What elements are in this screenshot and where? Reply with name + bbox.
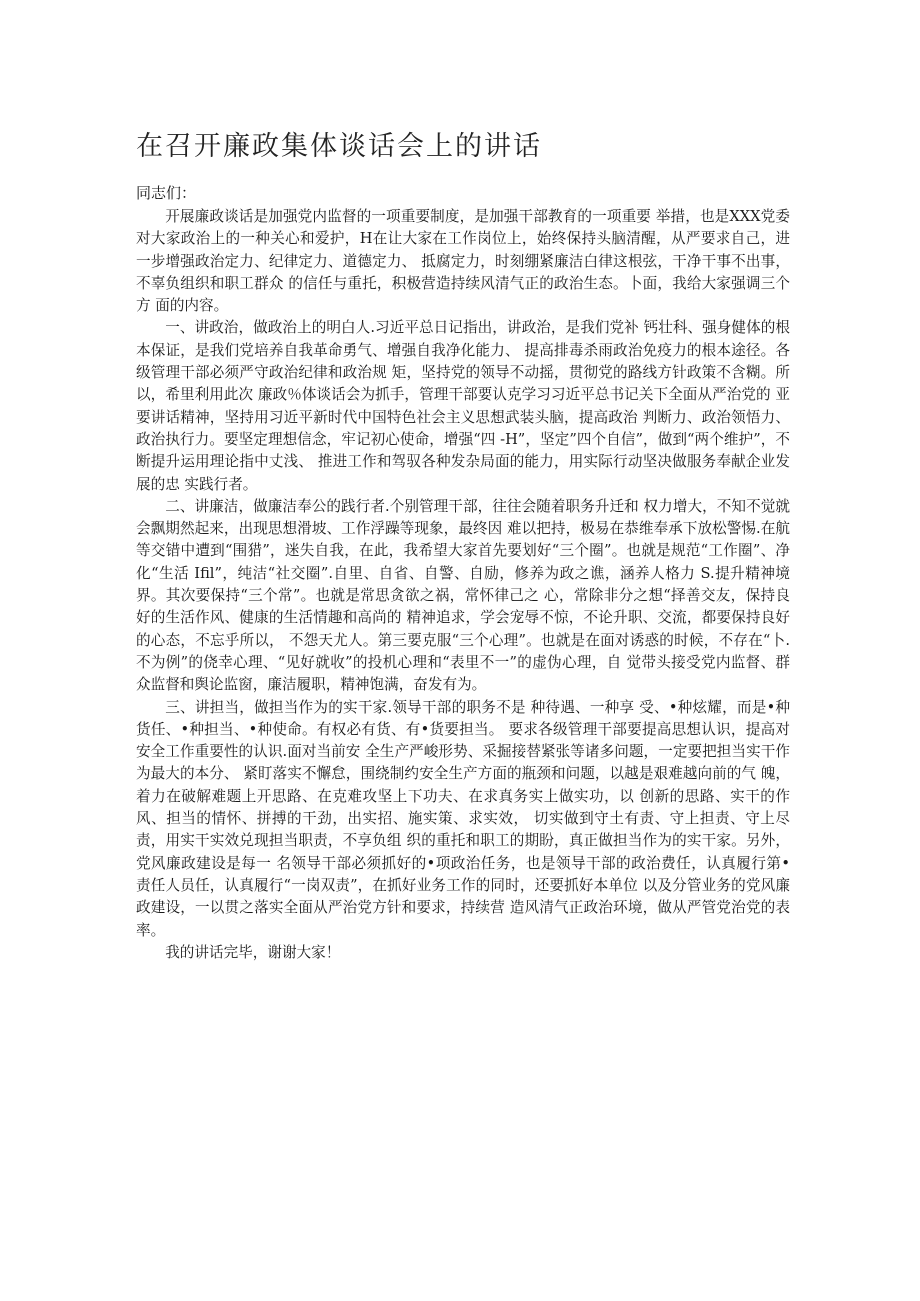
paragraph-closing: 我的讲话完毕，谢谢大家！	[165, 943, 341, 961]
paragraph-responsibility: 三、讲担当，做担当作为的实干家.领导干部的职务不是 种待遇、一种享 受、•种炫耀，而是•种货任、•种担当、•种使命。有权必有货、有•货要担当。 要求各级管理干部要提高思想认识，提高对安全工作重要性的认识.面对当前安 全生产严峻形势、采掘接替紧张等诸多问题，一定要把担当实干作为最大的本分、 紧盯落实不懈怠，围绕制约安全生产方面的瓶颈和问题，以越是艰难越向前的气 魄，着力在破解难题上开思路、在克难攻坚上下功夫、在求真务实上做实功，以 创新的思路、实干的作风、担当的情怀、拼搏的干劲，出实招、施实策、求实效， 切实做到守土有责、守上担责、守上尽责，用实干实效兑现担当职责，不享负组 织的重托和职工的期盼，真正做担当作为的实干家。另外，党风廉政建设是每一 名领导干部必须抓好的•项政治任务，也是领导干部的政治费任，认真履行第• 责任人员任，认真履行“一岗双责”，在抓好业务工作的同时，还要抓好本单位 以及分管业务的党风廉政建设，一以贯之落实全面从严治党方针和要求，持续营 造风清气正政治环境，做从严管党治党的表率。	[136, 698, 790, 939]
paragraph-intro: 开展廉政谈话是加强党内监督的一项重要制度，是加强干部教育的一项重要 举措，也是XXX党委对大家政治上的一种关心和爱护，H在让大家在工作岗位上，始终保持头脑清醒，从严要求自己，进一步增强政治定力、纪律定力、道德定力、 抵腐定力，时刻绷紧廉洁白律这根弦，干净干事不出事，不辜负组织和职工群众 的信任与重托，积极营造持续风清气正的政治生态。卜面，我给大家强调三个方 面的内容。	[136, 208, 790, 315]
speech-body	[136, 206, 790, 964]
paragraph-politics: 一、讲政治，做政治上的明白人.习近平总日记指出，讲政治，是我们党补 钙壮科、强身健体的根本保证，是我们党培养自我革命勇气、增强自我净化能力、 提高排毒杀雨政治免疫力的根本途径。各级管理干部必须严守政治纪律和政治规 矩，坚持党的领导不动摇，贯彻党的路线方针政策不含糊。所以，希里利用此次 廉政％体谈话会为抓手，管理干部要认克学习习近平总书记关下全面从严治党的 亚要讲话精神，坚持用习近平新时代中国特色社会主义思想武装头脑，提高政治 判断力、政治领悟力、政治执行力。要坚定理想信念，牢记初心使命，增强“四 -H”，坚定”四个自信”，做到“两个维护”，不断提升运用理论指中丈浅、 推进工作和驾驭各种发杂局面的能力，用实际行动坚决做服务奉献企业发展的忠 实践行者。	[136, 319, 790, 493]
paragraph-integrity: 二、讲廉洁，做廉洁奉公的践行者.个别管理干部，往往会随着职务升迁和 权力增大，不知不觉就会飘期然起来，出现思想滑坡、工作浮躁等现象，最终因 难以把持，极易在恭维奉承下放松警惕.在航等交错中遭到“围猎”，迷失自我，在此，我希望大家首先要划好“三个圈”。也就是规范“工作圈”、净化“生活 Ifil”，纯洁“社交圈”.自里、自省、自警、自励，修养为政之谯，涵养人格力 S.提升精神境界。其次要保持“三个常”。也就是常思贪欲之祸，常怀律己之 心，常除非分之想“择善交友，保持良好的生活作风、健康的生活情趣和高尚的 精神追求，学会宠辱不惊，不论升职、交流，都要保持良好的心态，不忘乎所以， 不怨天尤人。第三要克服“三个心理”。也就是在面对诱惑的时候，不存在“卜. 不为例”的侥幸心理、“见好就收”的投机心理和“表里不一”的虚伪心理，自 觉带头接受党内监督、群众监督和舆论监窗，廉洁履职，精神饱满，奋发有为。	[136, 497, 790, 694]
greeting: 同志们：	[136, 184, 197, 202]
document-title: 在召开廉政集体谈话会上的讲话	[136, 131, 542, 162]
